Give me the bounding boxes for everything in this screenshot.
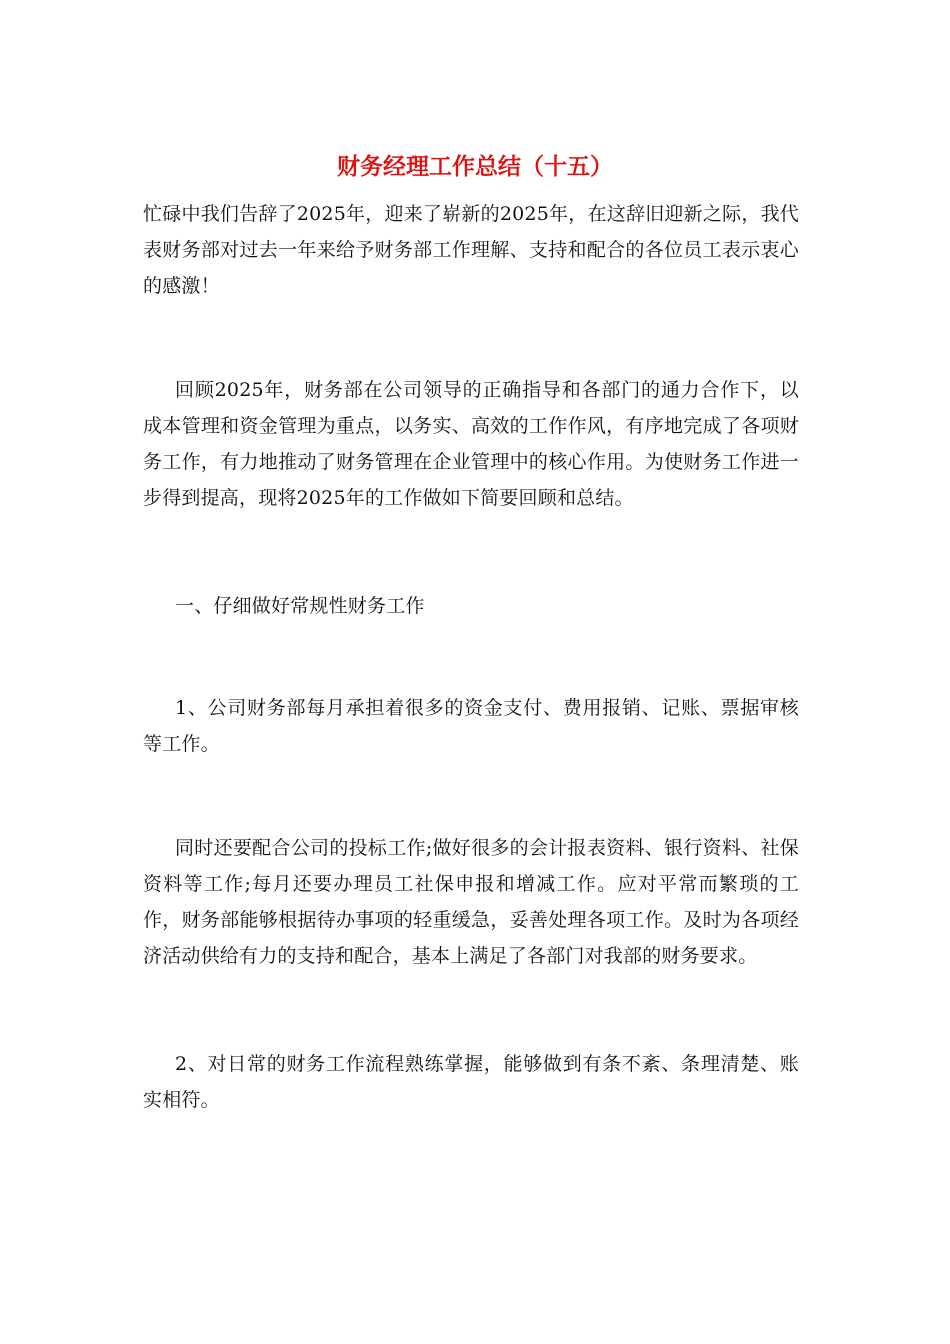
paragraph-intro: 忙碌中我们告辞了2025年，迎来了崭新的2025年，在这辞旧迎新之际，我代表财务部对过去一年来给予财务部工作理解、支持和配合的各位员工表示衷心的感激！	[143, 203, 799, 297]
paragraph-item-1-detail: 同时还要配合公司的投标工作;做好很多的会计报表资料、银行资料、社保资料等工作;每月还要办理员工社保申报和增减工作。应对平常而繁琐的工作，财务部能够根据待办事项的轻重缓急，妥善处理各项工作。及时为各项经济活动供给有力的支持和配合，基本上满足了各部门对我部的财务要求。	[143, 837, 799, 967]
paragraph-review: 回顾2025年，财务部在公司领导的正确指导和各部门的通力合作下，以成本管理和资金管理为重点，以务实、高效的工作作风，有序地完成了各项财务工作，有力地推动了财务管理在企业管理中的核心作用。为使财务工作进一步得到提高，现将2025年的工作做如下简要回顾和总结。	[143, 379, 799, 509]
section-heading-1: 一、仔细做好常规性财务工作	[175, 595, 425, 617]
document-title: 财务经理工作总结（十五）	[337, 153, 613, 180]
paragraph-item-2: 2、对日常的财务工作流程熟练掌握，能够做到有条不紊、条理清楚、账实相符。	[143, 1053, 799, 1111]
paragraph-item-1: 1、公司财务部每月承担着很多的资金支付、费用报销、记账、票据审核等工作。	[143, 697, 799, 755]
